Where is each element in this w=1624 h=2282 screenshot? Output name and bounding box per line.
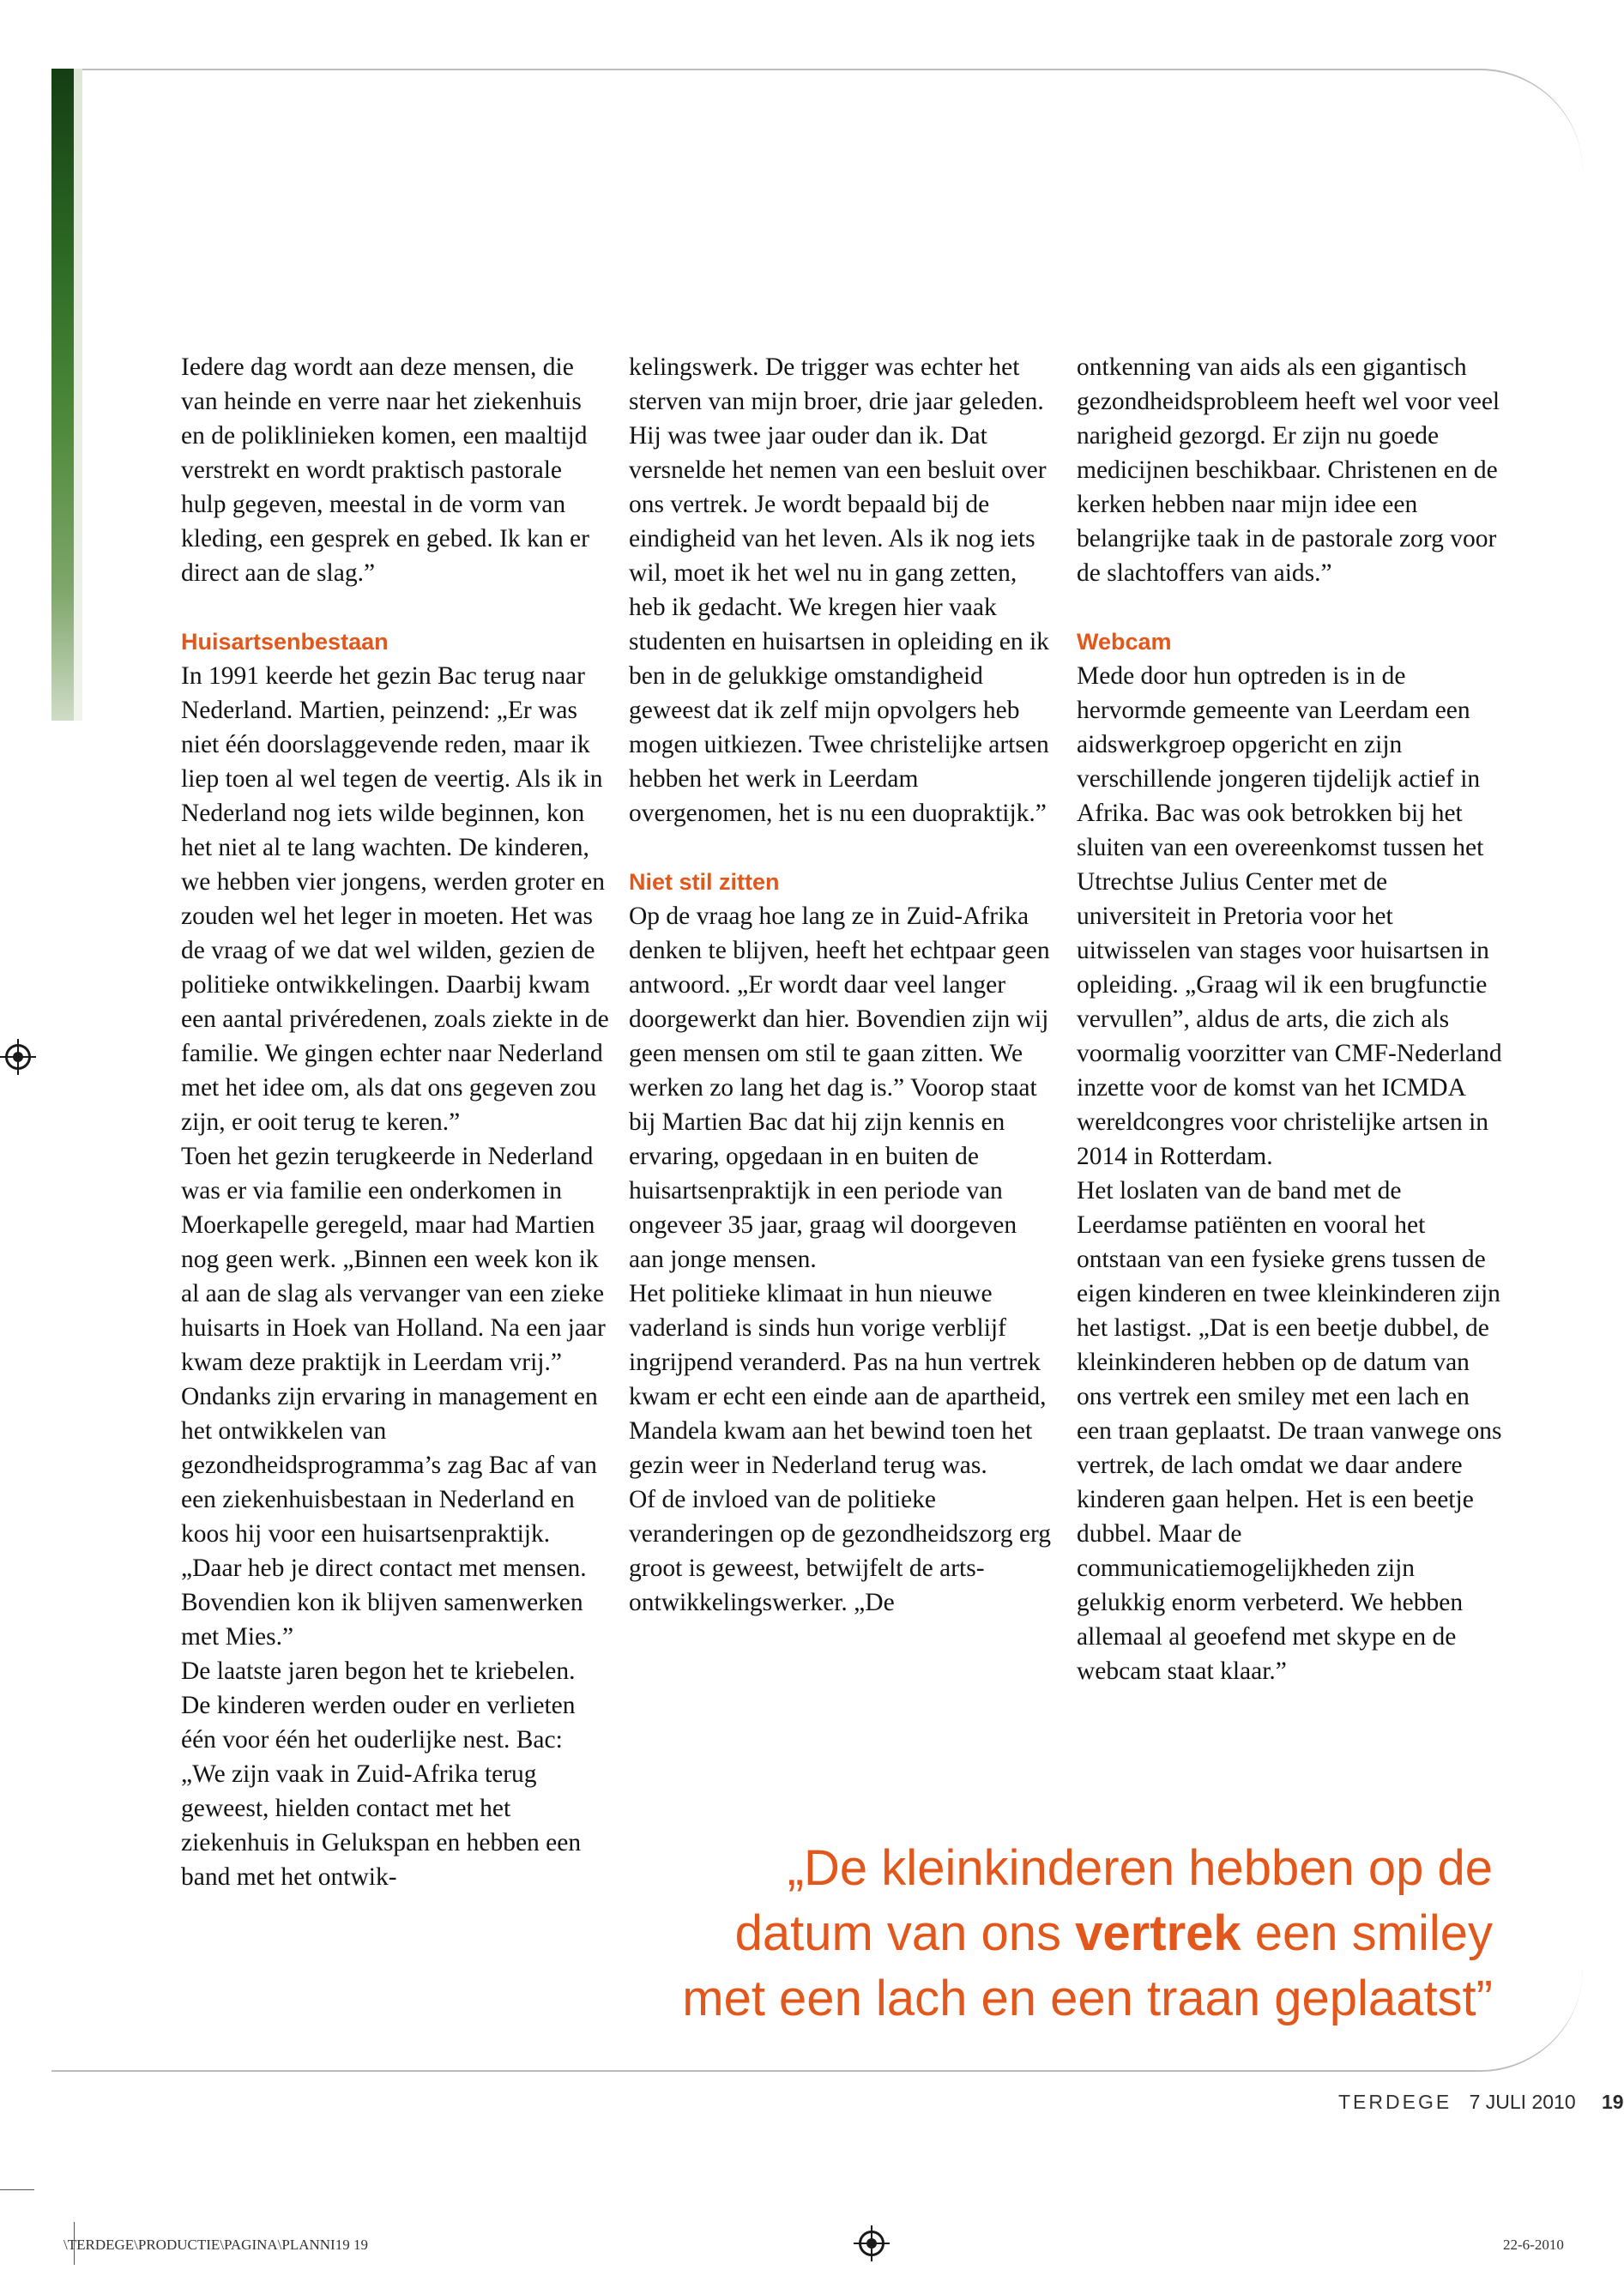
photo-strip-highlight [74, 69, 82, 721]
print-slug-date: 22-6-2010 [1503, 2237, 1564, 2253]
column1-paragraph-1: Iedere dag wordt aan deze mensen, die van heinde en verre naar het ziekenhuis en de poliklinieken komen, een maaltijd verstrekt en wordt praktisch pastorale hulp gegeven, meestal in de vorm van kleding, een gesprek en gebed. Ik kan er direct aan de slag.” [181, 353, 589, 587]
page-footer [1338, 2091, 1624, 2114]
photo-strip [51, 69, 74, 721]
page-number: 19 [1602, 2091, 1624, 2113]
registration-mark-icon [5, 1044, 31, 1070]
column2-paragraph-2: Op de vraag hoe lang ze in Zuid-Afrika denken te blijven, heeft het echtpaar geen antwoord. „Er wordt daar veel langer doorgewerkt dan hier. Bovendien zijn wij geen mensen om stil te gaan zitten. We werken zo lang het dag is.” Voorop staat bij Martien Bac dat hij zijn kennis en ervaring, opgedaan in en buiten de huisartsenpraktijk in een periode van ongeveer 35 jaar, graag wil doorgeven aan jonge mensen. [629, 903, 1050, 1273]
pull-quote-line-2-end: een smiley [1241, 1905, 1493, 1961]
column2-paragraph-1: kelingswerk. De trigger was echter het sterven van mijn broer, drie jaar geleden. Hij was twee jaar ouder dan ik. Dat versnelde het nemen van een besluit over ons vertrek. Je wordt bepaald bij de eindigheid van het leven. Als ik nog iets wil, moet ik het wel nu in gang zetten, heb ik gedacht. We kregen hier vaak studenten en huisartsen in opleiding en ik ben in de gelukkige omstandigheid geweest dat ik zelf mijn opvolgers heb mogen uitkiezen. Twee christelijke artsen hebben het werk in Leerdam overgenomen, het is nu een duopraktijk.” [629, 353, 1049, 827]
pull-quote [652, 1836, 1493, 2031]
article-column-1 [181, 350, 610, 1894]
section-heading-niet-stil-zitten: Niet stil zitten [629, 869, 780, 895]
column1-paragraph-3: Toen het gezin terugkeerde in Nederland was er via familie een onderkomen in Moerkapelle geregeld, maar had Martien nog geen werk. „Binnen een week kon ik al aan de slag als vervanger van een zieke huisarts in Hoek van Holland. Na een jaar kwam deze praktijk in Leerdam vrij.” Ondanks zijn ervaring in management en het ontwikkelen van gezondheidsprogramma’s zag Bac af van een ziekenhuisbestaan in Nederland en koos hij voor een huisartsenpraktijk. „Daar heb je direct contact met mensen. Bovendien kon ik blijven samenwerken met Mies.” [181, 1143, 606, 1651]
column3-paragraph-3: Het loslaten van de band met de Leerdamse patiënten en vooral het ontstaan van een fysieke grens tussen de eigen kinderen en twee kleinkinderen zijn het lastigst. „Dat is een beetje dubbel, de kleinkinderen hebben op de datum van ons vertrek een smiley met een lach en een traan geplaatst. De traan vanwege ons vertrek, de lach omdat we daar andere kinderen gaan helpen. Het is een beetje dubbel. Maar de communicatiemogelijkheden zijn gelukkig enorm verbeterd. We hebben allemaal al geoefend met skype en de webcam staat klaar.” [1077, 1177, 1502, 1685]
column3-paragraph-1: ontkenning van aids als een gigantisch gezondheidsprobleem heeft wel voor veel narigheid gezorgd. Er zijn nu goede medicijnen beschikbaar. Christenen en de kerken hebben naar mijn idee een belangrijke taak in de pastorale zorg voor de slachtoffers van aids.” [1077, 353, 1500, 587]
column1-paragraph-4: De laatste jaren begon het te kriebelen. De kinderen werden ouder en verlieten één voor één het ouderlijke nest. Bac: „We zijn vaak in Zuid-Afrika terug geweest, hielden contact met het ziekenhuis in Gelukspan en hebben een band met het ontwik- [181, 1657, 582, 1891]
column1-paragraph-2: In 1991 keerde het gezin Bac terug naar Nederland. Martien, peinzend: „Er was niet één doorslaggevende reden, maar ik liep toen al wel tegen de veertig. Als ik in Nederland nog iets wilde beginnen, kon het niet al te lang wachten. De kinderen, we hebben vier jongens, werden groter en zouden wel het leger in moeten. Het was de vraag of we dat wel wilden, gezien de politieke ontwikkelingen. Daarbij kwam een aantal privéredenen, zoals ziekte in de familie. We gingen echter naar Nederland met het idee om, als dat ons gegeven zou zijn, er ooit terug te keren.” [181, 662, 609, 1136]
section-heading-webcam: Webcam [1077, 629, 1172, 655]
issue-date: 7 JULI 2010 [1469, 2091, 1576, 2113]
section-heading-huisartsenbestaan: Huisartsenbestaan [181, 629, 389, 655]
magazine-name: TERDEGE [1338, 2091, 1452, 2113]
column3-paragraph-2: Mede door hun optreden is in de hervormde gemeente van Leerdam een aidswerkgroep opgericht en zijn verschillende jongeren tijdelijk actief in Afrika. Bac was ook betrokken bij het sluiten van een overeenkomst tussen het Utrechtse Julius Center met de universiteit in Pretoria voor het uitwisselen van stages voor huisartsen in opleiding. „Graag wil ik een brugfunctie vervullen”, aldus de arts, die zich als voormalig voorzitter van CMF-Nederland inzette voor de komst van het ICMDA wereldcongres voor christelijke artsen in 2014 in Rotterdam. [1077, 662, 1502, 1170]
column2-paragraph-4: Of de invloed van de politieke veranderingen op de gezondheidszorg erg groot is geweest, betwijfelt de arts-ontwikkelingswerker. „De [629, 1486, 1052, 1616]
article-column-3 [1077, 350, 1506, 1688]
pull-quote-line-3: met een lach en een traan geplaatst” [682, 1971, 1493, 2026]
column2-paragraph-3: Het politieke klimaat in hun nieuwe vaderland is sinds hun vorige verblijf ingrijpend veranderd. Pas na hun vertrek kwam er echt een einde aan de apartheid, Mandela kwam aan het bewind toen het gezin weer in Nederland terug was. [629, 1280, 1047, 1479]
pull-quote-emphasis: vertrek [1075, 1905, 1241, 1961]
crop-mark [0, 2189, 34, 2190]
pull-quote-line-2-start: datum van ons [734, 1905, 1076, 1961]
print-slug-path: \TERDEGE\PRODUCTIE\PAGINA\PLANNI19 19 [63, 2237, 368, 2253]
article-column-2 [629, 350, 1058, 1620]
registration-mark-icon [859, 2231, 884, 2256]
pull-quote-line-2 [652, 1901, 1493, 1966]
pull-quote-line-1: „De kleinkinderen hebben op de [787, 1840, 1493, 1896]
